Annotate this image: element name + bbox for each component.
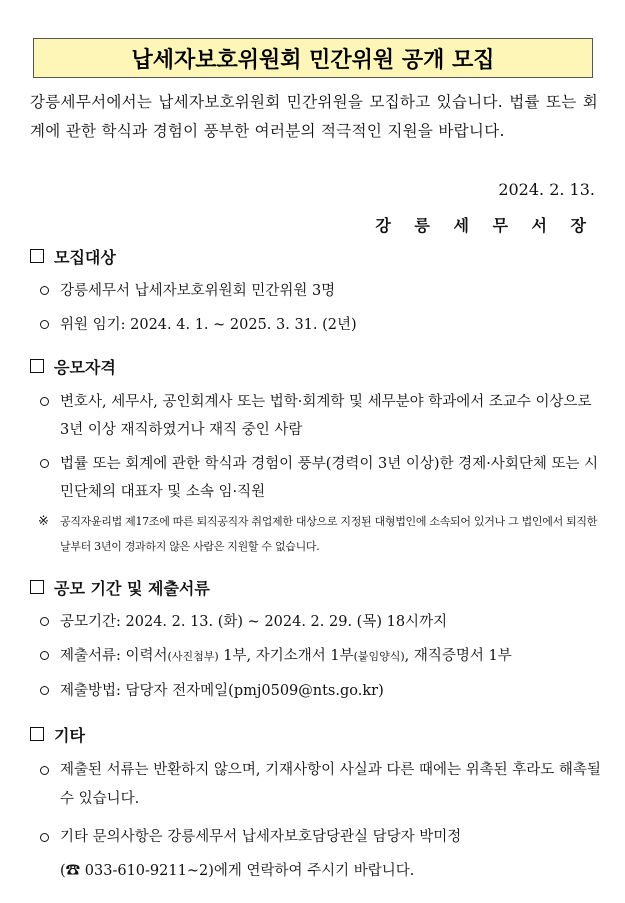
- note-mark: ※: [38, 514, 49, 529]
- circle-bullet-icon: [40, 397, 49, 406]
- checkbox-square-icon: [30, 249, 44, 263]
- notice-date: 2024. 2. 13.: [498, 180, 595, 199]
- checkbox-square-icon: [30, 359, 44, 373]
- signer: 강 릉 세 무 서 장: [375, 216, 595, 235]
- section-title: 공모 기간 및 제출서류: [54, 578, 210, 598]
- circle-bullet-icon: [40, 766, 49, 775]
- phone-icon: ☎: [65, 863, 81, 879]
- section-others: [30, 721, 602, 886]
- list-item: 변호사, 세무사, 공인회계사 또는 법학·회계학 및 세무분야 학과에서 조교수 이상으로 3년 이상 재직하였거나 재직 중인 사람: [30, 388, 602, 444]
- contact-line: (☎ 033-610-9211~2)에게 연락하여 주시기 바랍니다.: [60, 863, 415, 879]
- section-header: [30, 721, 602, 747]
- list-item: 공모기간: 2024. 2. 13. (화) ~ 2024. 2. 29. (목) 18시까지: [30, 607, 602, 637]
- section-title: 응모자격: [54, 357, 116, 377]
- section-title: 기타: [54, 725, 85, 745]
- list-item: 제출방법: 담당자 전자메일(pmj0509@nts.go.kr): [30, 676, 602, 706]
- list-item: 기타 문의사항은 강릉세무서 납세자보호담당관실 담당자 박미정: [30, 823, 602, 852]
- checkbox-square-icon: [30, 727, 44, 741]
- section-recruitment-target: [30, 243, 602, 340]
- circle-bullet-icon: [40, 286, 49, 295]
- circle-bullet-icon: [40, 459, 49, 468]
- section-title: 모집대상: [54, 247, 116, 267]
- circle-bullet-icon: [40, 833, 49, 842]
- list-item-documents: 제출서류: 이력서(사진첨부) 1부, 자기소개서 1부(붙임양식), 재직증명서 1부: [30, 641, 602, 672]
- circle-bullet-icon: [40, 651, 49, 660]
- list-item: 위원 임기: 2024. 4. 1. ~ 2025. 3. 31. (2년): [30, 310, 602, 340]
- section-period-documents: [30, 574, 602, 706]
- circle-bullet-icon: [40, 617, 49, 626]
- section-header: [30, 243, 602, 269]
- list-item: 법률 또는 회계에 관한 학식과 경험이 풍부(경력이 3년 이상)한 경제·사회단체 또는 시민단체의 대표자 및 소속 임·직원: [30, 450, 602, 506]
- circle-bullet-icon: [40, 320, 49, 329]
- title-banner: [33, 38, 593, 78]
- checkbox-square-icon: [30, 580, 44, 594]
- list-item: 강릉세무서 납세자보호위원회 민간위원 3명: [30, 276, 602, 306]
- list-item: 제출된 서류는 반환하지 않으며, 기재사항이 사실과 다른 때에는 위촉된 후라도 해촉될 수 있습니다.: [30, 756, 602, 814]
- section-header: [30, 353, 602, 379]
- intro-paragraph: 강릉세무서에서는 납세자보호위원회 민간위원을 모집하고 있습니다. 법률 또는 회계에 관한 학식과 경험이 풍부한 여러분의 적극적인 지원을 바랍니다.: [30, 93, 598, 140]
- note: ※ 공직자윤리법 제17조에 따른 퇴직공직자 취업제한 대상으로 지정된 대형법인에 소속되어 있거나 그 법인에서 퇴직한 날부터 3년이 경과하지 않은 사람은 지원할 수 없습니다.: [30, 509, 602, 559]
- page-title: 납세자보호위원회 민간위원 공개 모집: [131, 47, 495, 73]
- circle-bullet-icon: [40, 686, 49, 695]
- section-header: [30, 574, 602, 600]
- section-eligibility: [30, 353, 602, 559]
